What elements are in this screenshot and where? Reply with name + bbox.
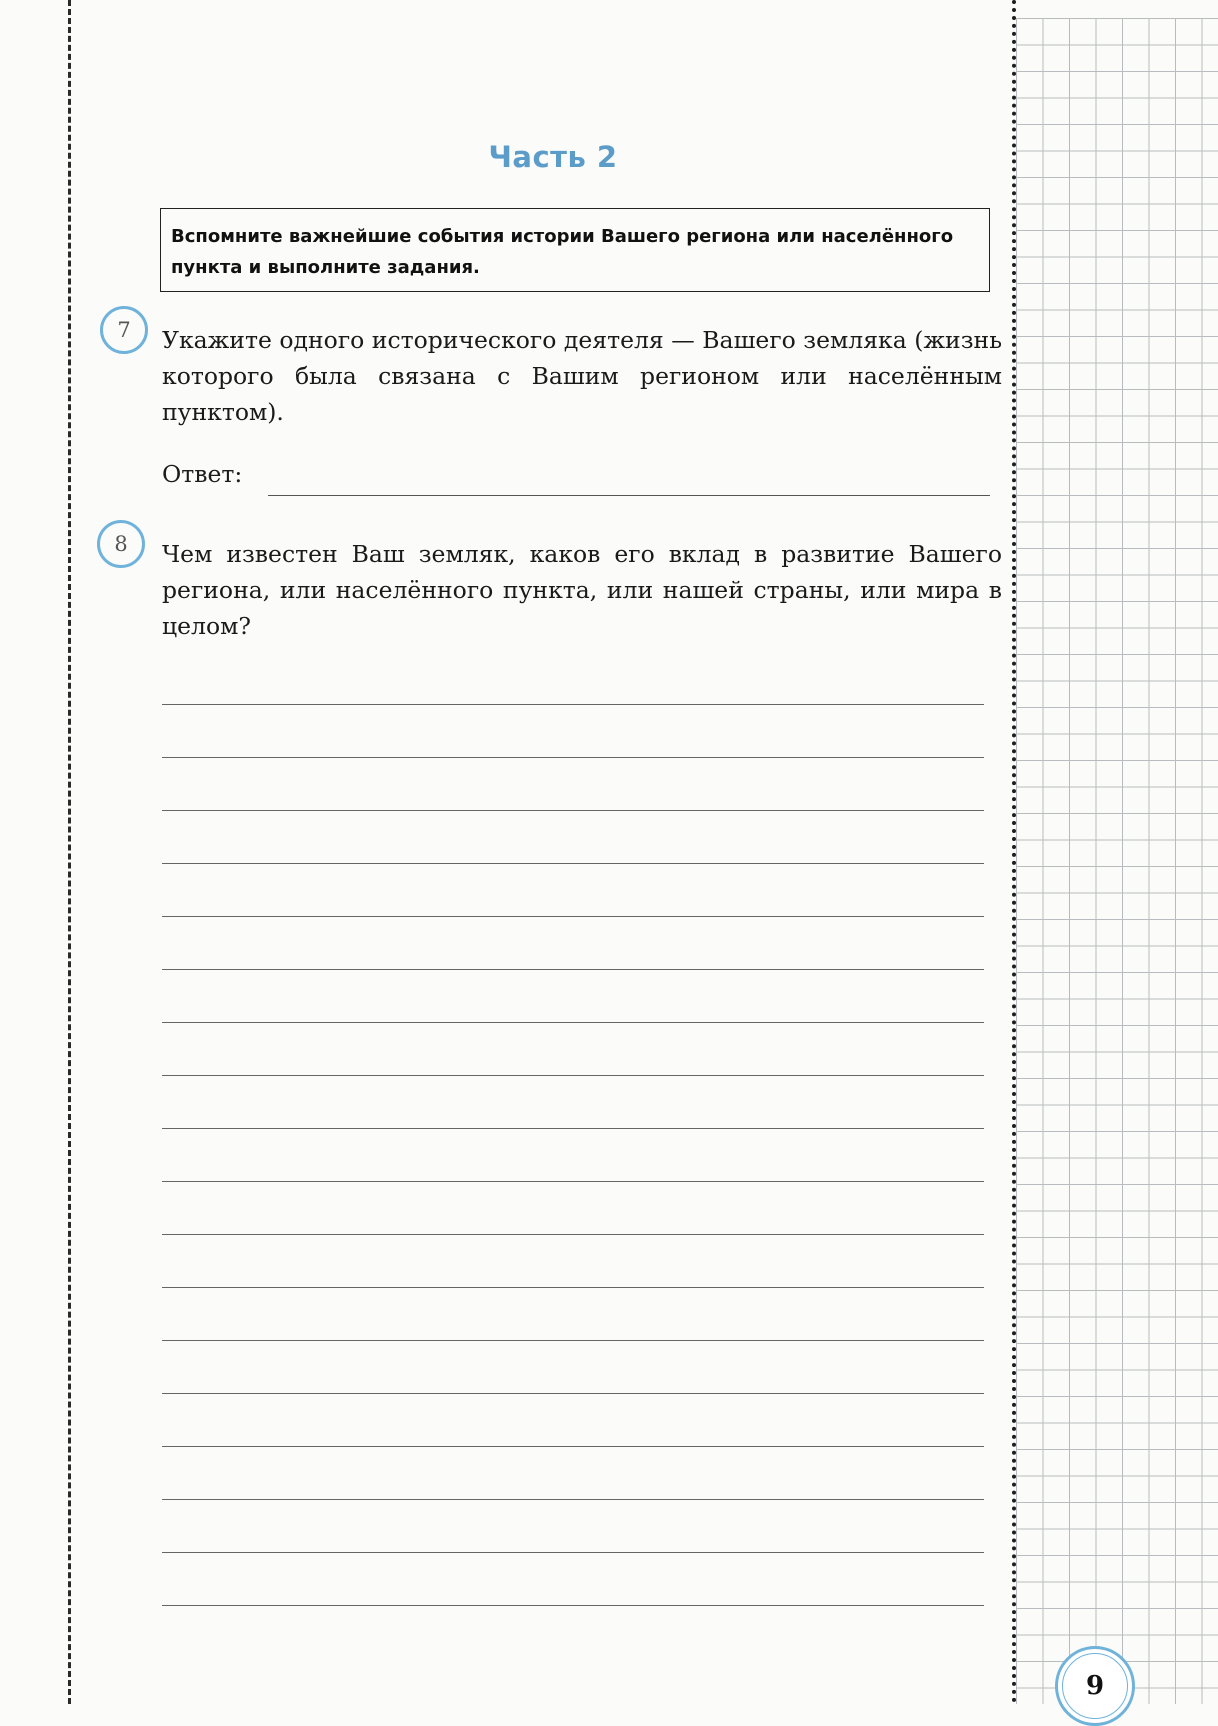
answer-line[interactable]	[162, 1022, 984, 1023]
answer-line[interactable]	[162, 810, 984, 811]
answer-line[interactable]	[162, 1128, 984, 1129]
answer-line[interactable]	[162, 1287, 984, 1288]
answer-line[interactable]	[162, 863, 984, 864]
answer-line[interactable]	[162, 1181, 984, 1182]
answer-line[interactable]	[162, 969, 984, 970]
task-8-number: 8	[97, 520, 145, 568]
page-number	[1055, 1646, 1135, 1726]
answer-line[interactable]	[162, 1340, 984, 1341]
answer-line[interactable]	[162, 1552, 984, 1553]
grid-margin	[1016, 18, 1218, 1704]
answer-line[interactable]	[162, 1499, 984, 1500]
cut-line	[68, 0, 71, 1704]
answer-line[interactable]	[162, 1393, 984, 1394]
dotted-border	[1012, 0, 1016, 1704]
answer-line[interactable]	[162, 916, 984, 917]
answer-line[interactable]	[162, 1234, 984, 1235]
task-8-text: Чем известен Ваш земляк, каков его вклад в развитие Вашего региона, или населённого пункта, или нашей страны, или мира в целом?	[162, 540, 1002, 640]
answer-line[interactable]	[162, 757, 984, 758]
answer-line[interactable]	[162, 1446, 984, 1447]
instruction-box: Вспомните важнейшие события истории Вашего региона или населённого пункта и выполните задания.	[160, 208, 990, 292]
answer-label: Ответ:	[162, 460, 243, 488]
page-number-text: 9	[1085, 1671, 1105, 1701]
task-7-number: 7	[100, 306, 148, 354]
part-title: Часть 2	[488, 140, 618, 174]
answer-line[interactable]	[162, 704, 984, 705]
answer-line[interactable]	[162, 1605, 984, 1606]
answer-line[interactable]	[162, 1075, 984, 1076]
answer-field[interactable]	[268, 495, 990, 496]
page-number-ring	[1062, 1653, 1128, 1719]
task-7-text: Укажите одного исторического деятеля — Вашего земляка (жизнь которого была связана с Вашим регионом или населённым пунктом).	[162, 326, 1002, 426]
